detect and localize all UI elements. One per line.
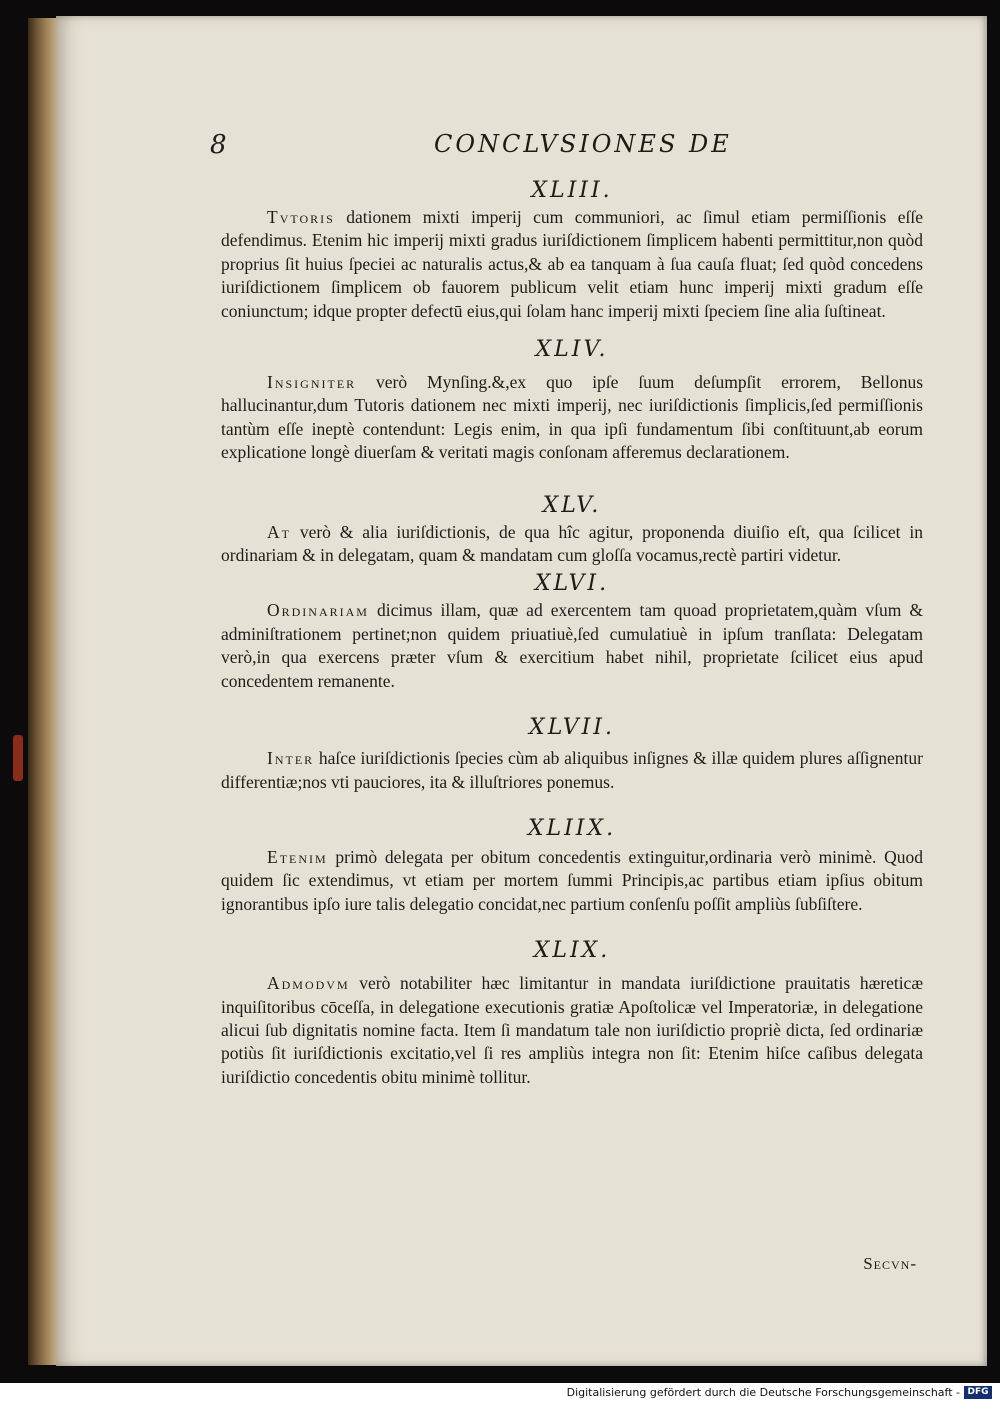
paragraph-text: verò Mynſing.&,ex quo ipſe ſuum deſumpſit errorem, Bellonus hallucinantur,dum Tutoris dationem nec mixti imperij, nec iuriſdictionis ſimplicis,ſed permiſſionis tantùm eſſe ineptè contendunt: Legis enim, in qua ipſi fundamentum ſibi conſtituunt,ab eorum explicatione longè diuerſam & veritati magis conſonam afferemus declarationem. — [221, 372, 923, 463]
section — [221, 814, 923, 916]
section — [221, 569, 923, 693]
catchword: Secvn- — [863, 1254, 917, 1273]
section-paragraph — [221, 972, 923, 1089]
lead-word: At — [267, 521, 291, 542]
section-paragraph — [221, 521, 923, 568]
bookmark-tab — [13, 735, 23, 781]
paragraph-text: haſce iuriſdictionis ſpecies cùm ab aliquibus inſignes & illæ quidem plures aſſignentur differentiæ;nos vti pauciores, ita & illuſtriores ponemus. — [221, 748, 923, 792]
footer-bar — [0, 1383, 1000, 1403]
dfg-logo: DFG — [964, 1386, 992, 1399]
section-paragraph — [221, 747, 923, 794]
section-paragraph — [221, 599, 923, 693]
section — [221, 491, 923, 568]
lead-word: Etenim — [267, 846, 328, 867]
section-heading: XLIIX. — [527, 815, 617, 841]
text-block — [221, 176, 923, 1089]
paragraph-text: verò & alia iuriſdictionis, de qua hîc agitur, proponenda diuiſio eſt, qua ſcilicet in ordinariam & in delegatam, quam & mandatam cum gloſſa vocamus,rectè partiri videtur. — [221, 521, 923, 566]
lead-word: Insigniter — [267, 372, 357, 393]
page-header — [56, 130, 987, 164]
lead-word: Inter — [267, 748, 315, 769]
section-paragraph — [221, 371, 923, 465]
section-heading: XLVI. — [534, 571, 610, 597]
lead-word: Admodvm — [267, 973, 350, 994]
section-heading: XLIX. — [533, 938, 611, 964]
paragraph-text: dicimus illam, quæ ad exercentem tam quoad proprietatem,quàm vſum & adminiſtrationem pertinet;non quidem priuatiuè,ſed cumulatiuè in ipſum tranſlata: Delegatam verò,in qua exercens præter vſum & exercitium habet nihil, proprietate ſcilicet eius apud concedentem remanente. — [221, 600, 923, 691]
running-title: CONCLVSIONES DE — [434, 130, 732, 158]
section-heading: XLV. — [542, 492, 602, 518]
section — [221, 335, 923, 465]
footer-credit: Digitalisierung gefördert durch die Deutsche Forschungsgemeinschaft - — [566, 1386, 960, 1399]
section-paragraph — [221, 206, 923, 323]
section — [221, 936, 923, 1089]
section — [221, 713, 923, 794]
book-page — [56, 16, 987, 1366]
section-paragraph — [221, 846, 923, 916]
paragraph-text: dationem mixti imperij cum communiori, ac ſimul etiam permiſſionis eſſe defendimus. Etenim hic imperij mixti gradus iuriſdictionem ſimplicem habenti permittitur,non quòd proprius ſit huius ſpeciei ac naturalis actus,& ab ea tanquam à ſua cauſa fluat; ſed quòd concedens iuriſdictionem ſimplicem ob fauorem publicum velit etiam hunc imperij mixti gradum eſſe coniunctum; idque propter defectū eius,qui ſolam hanc imperij mixti ſpeciem ſine alia ſuſtineat. — [221, 207, 923, 321]
lead-word: Tvtoris — [267, 207, 335, 227]
paragraph-text: primò delegata per obitum concedentis extinguitur,ordinaria verò minimè. Quod quidem ſic extendimus, vt etiam per mortem ſummi Principis,ac partibus etiam ipſius obitum ignorantibus ipſo iure talis delegatio concidat,nec partium conſenſu poſſit ampliùs ſubſiſtere. — [221, 846, 923, 914]
book-binding — [28, 18, 58, 1365]
section-heading: XLIII. — [531, 178, 613, 203]
section-heading: XLIV. — [535, 337, 609, 363]
section-heading: XLVII. — [529, 715, 615, 741]
section — [221, 176, 923, 323]
lead-word: Ordinariam — [267, 600, 369, 621]
paragraph-text: verò notabiliter hæc limitantur in mandata iuriſdictione prauitatis hæreticæ inquiſitoribus cōceſſa, in delegatione executionis gratiæ Apoſtolicæ vel Imperatoriæ, in delegatione alicui ſub dignitatis nomine facta. Item ſi mandatum tale non iuriſdictio propriè dicta, ſed ordinariæ potiùs ſit iuriſdictionis excitatio,vel ſi res ampliùs integra non ſit: Etenim hiſce caſibus delegata iuriſdictio concedentis obitu minimè tollitur. — [221, 973, 923, 1087]
page-number: 8 — [210, 130, 227, 160]
